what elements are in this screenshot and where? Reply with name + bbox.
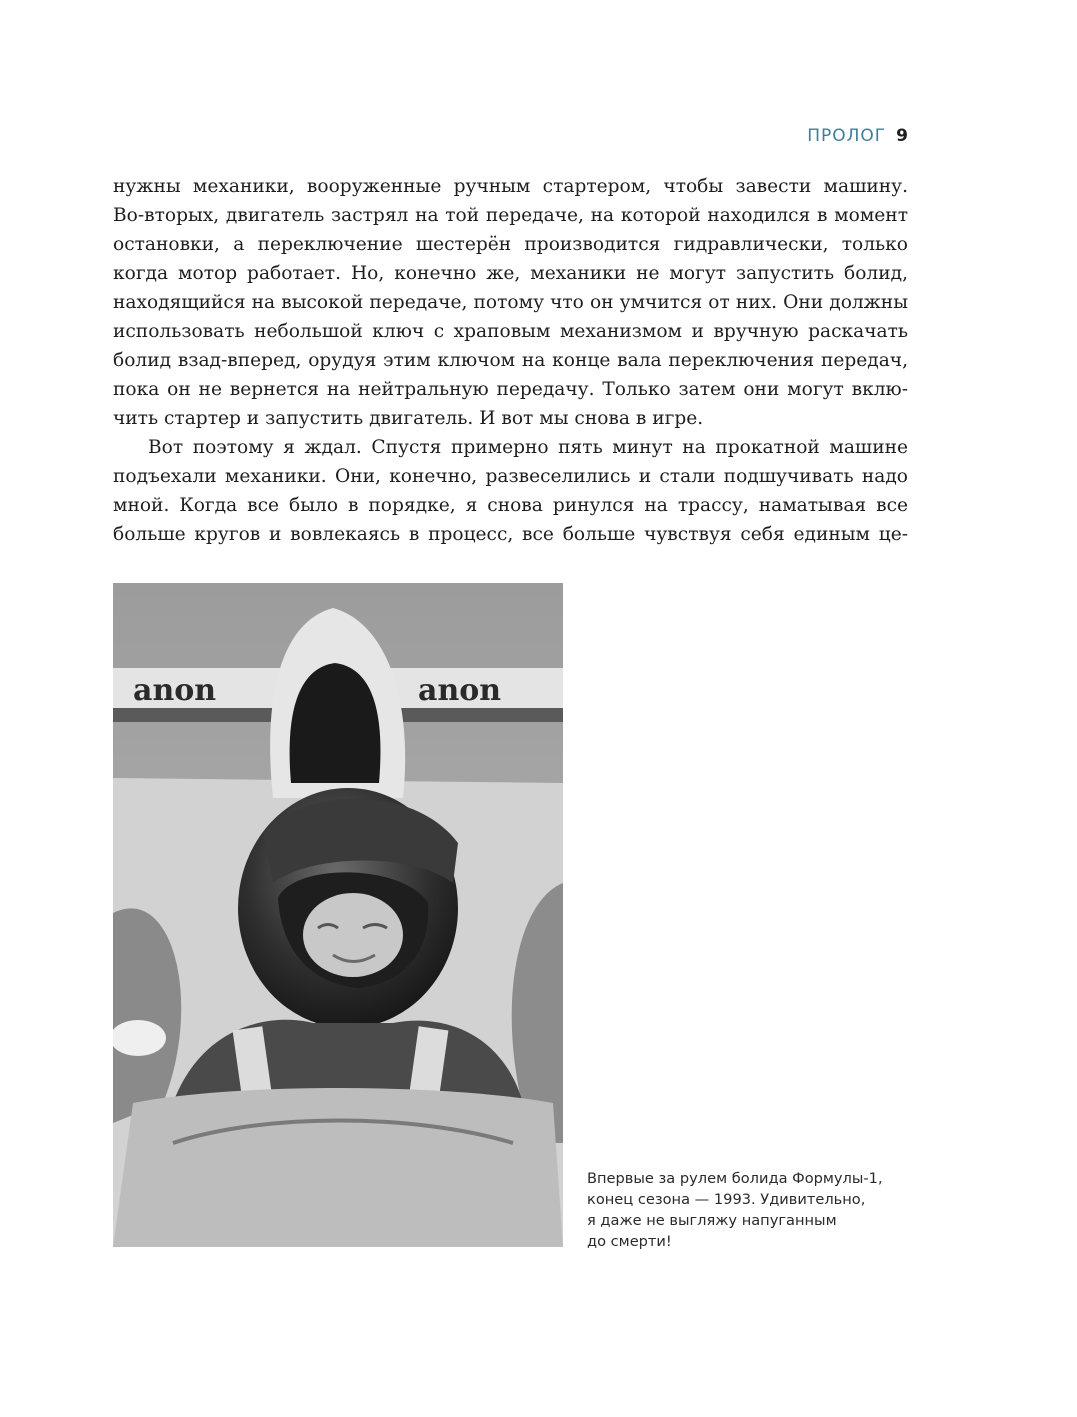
- text-line: чить стартер и запустить двигатель. И вот мы снова в игре.: [113, 408, 704, 429]
- text-line: остановки, а переключение шестерён производится гидравлически, только: [113, 234, 908, 255]
- text-line: использовать небольшой ключ с храповым механизмом и вручную раскачать: [113, 321, 908, 342]
- text-line: когда мотор работает. Но, конечно же, механики не могут запустить болид,: [113, 263, 908, 284]
- driver-face: [303, 893, 403, 977]
- text-line: подъехали механики. Они, конечно, развеселились и стали подшучивать надо: [113, 466, 908, 487]
- caption-line: конец сезона — 1993. Удивительно,: [587, 1191, 866, 1208]
- running-head: [700, 126, 908, 146]
- wing-text-right: anon: [418, 673, 502, 708]
- text-line: болид взад-вперед, орудуя этим ключом на конце вала переключения передач,: [113, 350, 908, 371]
- cockpit-rim: [113, 1088, 563, 1247]
- text-line: Во-вторых, двигатель застрял на той передаче, на которой находился в момент: [113, 205, 908, 226]
- page-number: 9: [896, 126, 908, 146]
- caption-line: Впервые за рулем болида Формулы-1,: [587, 1170, 883, 1187]
- body-text: [113, 172, 908, 549]
- photo-illustration: [113, 583, 563, 1247]
- text-line: мной. Когда все было в порядке, я снова ринулся на трассу, наматывая все: [113, 495, 908, 516]
- text-line: находящийся на высокой передаче, потому что он умчится от них. Они должны: [113, 292, 908, 313]
- caption-line: до смерти!: [587, 1233, 672, 1250]
- text-line: нужны механики, вооруженные ручным стартером, чтобы завести машину.: [113, 176, 908, 197]
- text-line: пока он не вернется на нейтральную передачу. Только затем они могут вклю-: [113, 379, 908, 400]
- section-title: ПРОЛОГ: [807, 126, 887, 146]
- driver-photo: [113, 583, 563, 1247]
- caption-line: я даже не выгляжу напуганным: [587, 1212, 837, 1229]
- photo-caption: [587, 1168, 917, 1252]
- wing-text-left: anon: [133, 673, 217, 708]
- text-line: Вот поэтому я ждал. Спустя примерно пять минут на прокатной машине: [148, 437, 908, 458]
- text-line: больше кругов и вовлекаясь в процесс, все больше чувствуя себя единым це-: [113, 524, 908, 545]
